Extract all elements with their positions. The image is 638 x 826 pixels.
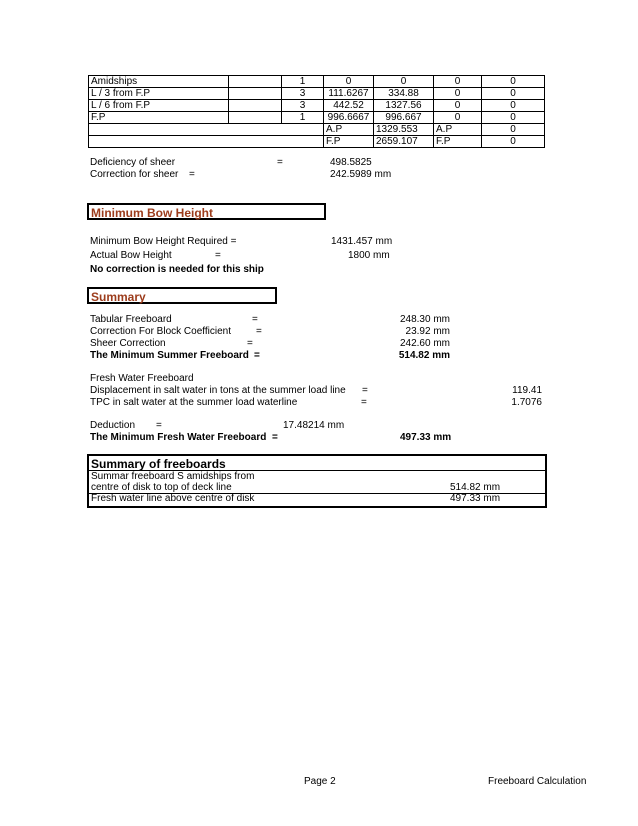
deficiency-value: 498.5825 [330, 157, 372, 168]
correction-sheer-label: Correction for sheer [90, 169, 179, 180]
table-row [89, 88, 545, 100]
min-fresh-eq: = [272, 432, 278, 443]
min-fresh-label: The Minimum Fresh Water Freeboard [90, 432, 267, 443]
freeboard-row1-line2: centre of disk to top of deck line [91, 482, 232, 493]
table-cell-c6: 0 [434, 100, 482, 112]
table-cell-c5: 996.667 [374, 112, 434, 124]
summary-heading-box [87, 287, 277, 304]
tpc-value: 1.7076 [511, 397, 542, 408]
bow-required-label: Minimum Bow Height Required = [90, 236, 237, 247]
table-cell-sm: 3 [282, 100, 324, 112]
table-cell-station: L / 6 from F.P [89, 100, 229, 112]
table-cell-c4: 0 [324, 76, 374, 88]
block-label: Correction For Block Coefficient [90, 326, 231, 337]
sheer-corr-eq: = [247, 338, 253, 349]
table-cell-sm: 1 [282, 112, 324, 124]
table-cell-sm: 3 [282, 88, 324, 100]
table-cell-c4: 442.52 [324, 100, 374, 112]
table-cell-c4: A.P [324, 124, 374, 136]
table-cell-c5: 2659.107 [374, 136, 434, 148]
table-cell-c6: 0 [434, 88, 482, 100]
table-cell-c6: 0 [434, 76, 482, 88]
block-eq: = [256, 326, 262, 337]
sheer-corr-value: 242.60 mm [399, 338, 450, 349]
table-cell-col2 [229, 112, 282, 124]
table-cell-c5: 334.88 [374, 88, 434, 100]
bow-note: No correction is needed for this ship [90, 264, 264, 275]
min-summer-value: 514.82 mm [398, 350, 450, 361]
tabular-eq: = [252, 314, 258, 325]
table-cell-station: L / 3 from F.P [89, 88, 229, 100]
freeboard-row1-line1: Summar freeboard S amidships from [91, 471, 255, 482]
bow-actual-value: 1800 mm [348, 250, 390, 261]
fresh-water-title: Fresh Water Freeboard [90, 373, 194, 384]
tabular-label: Tabular Freeboard [90, 314, 172, 325]
table-cell-c7: 0 [482, 124, 545, 136]
table-cell-c7: 0 [482, 76, 545, 88]
tabular-value: 248.30 mm [399, 314, 450, 325]
table-cell-c5: 1327.56 [374, 100, 434, 112]
table-cell-station: Amidships [89, 76, 229, 88]
page-number: Page 2 [304, 776, 336, 787]
table-cell-col2 [229, 100, 282, 112]
table-row [89, 100, 545, 112]
table-cell-c7: 0 [482, 88, 545, 100]
sheer-corr-label: Sheer Correction [90, 338, 166, 349]
table-cell-station [89, 124, 324, 136]
table-row [89, 136, 545, 148]
deduction-value: 17.48214 mm [283, 420, 345, 431]
deficiency-label: Deficiency of sheer [90, 157, 176, 168]
table-cell-c7: 0 [482, 100, 545, 112]
table-cell-c7: 0 [482, 136, 545, 148]
table-cell-c6: 0 [434, 112, 482, 124]
bow-actual-label: Actual Bow Height [90, 250, 172, 261]
tpc-label: TPC in salt water at the summer load waterline [90, 397, 298, 408]
displacement-label: Displacement in salt water in tons at the summer load line [90, 385, 346, 396]
table-cell-station [89, 136, 324, 148]
deduction-label: Deduction [90, 420, 136, 431]
displacement-eq: = [362, 385, 368, 396]
block-value: 23.92 mm [405, 326, 450, 337]
table-cell-c5: 1329.553 [374, 124, 434, 136]
table-row [89, 112, 545, 124]
table-cell-c5: 0 [374, 76, 434, 88]
min-summer-eq: = [254, 350, 260, 361]
table-cell-c7: 0 [482, 112, 545, 124]
bow-heading: Minimum Bow Height [91, 206, 213, 220]
table-cell-c4: 111.6267 [324, 88, 374, 100]
table-cell-station: F.P [89, 112, 229, 124]
bow-required-value: 1431.457 mm [331, 236, 393, 247]
table-cell-col2 [229, 88, 282, 100]
sheer-table [88, 75, 545, 148]
table-cell-c4: 996.6667 [324, 112, 374, 124]
freeboards-summary-box [87, 454, 547, 508]
document-title: Freeboard Calculation [488, 776, 587, 787]
freeboard-row1-value: 514.82 mm [450, 482, 501, 493]
deduction-eq: = [156, 420, 162, 431]
table-cell-c4: F.P [324, 136, 374, 148]
table-cell-c6: A.P [434, 124, 482, 136]
freeboards-heading: Summary of freeboards [91, 457, 226, 471]
bow-heading-box [87, 203, 326, 220]
table-cell-sm: 1 [282, 76, 324, 88]
min-summer-label: The Minimum Summer Freeboard [90, 350, 249, 361]
freeboard-row2-label: Fresh water line above centre of disk [91, 493, 255, 504]
table-row [89, 124, 545, 136]
deficiency-eq: = [277, 157, 283, 168]
table-row [89, 76, 545, 88]
displacement-value: 119.41 [512, 385, 542, 396]
correction-sheer-value: 242.5989 mm [330, 169, 392, 180]
table-cell-col2 [229, 76, 282, 88]
freeboard-row2-value: 497.33 mm [450, 493, 501, 504]
tpc-eq: = [361, 397, 367, 408]
table-cell-c6: F.P [434, 136, 482, 148]
bow-actual-eq: = [215, 250, 221, 261]
min-fresh-value: 497.33 mm [400, 432, 452, 443]
summary-heading: Summary [91, 290, 146, 304]
correction-sheer-eq: = [189, 169, 195, 180]
